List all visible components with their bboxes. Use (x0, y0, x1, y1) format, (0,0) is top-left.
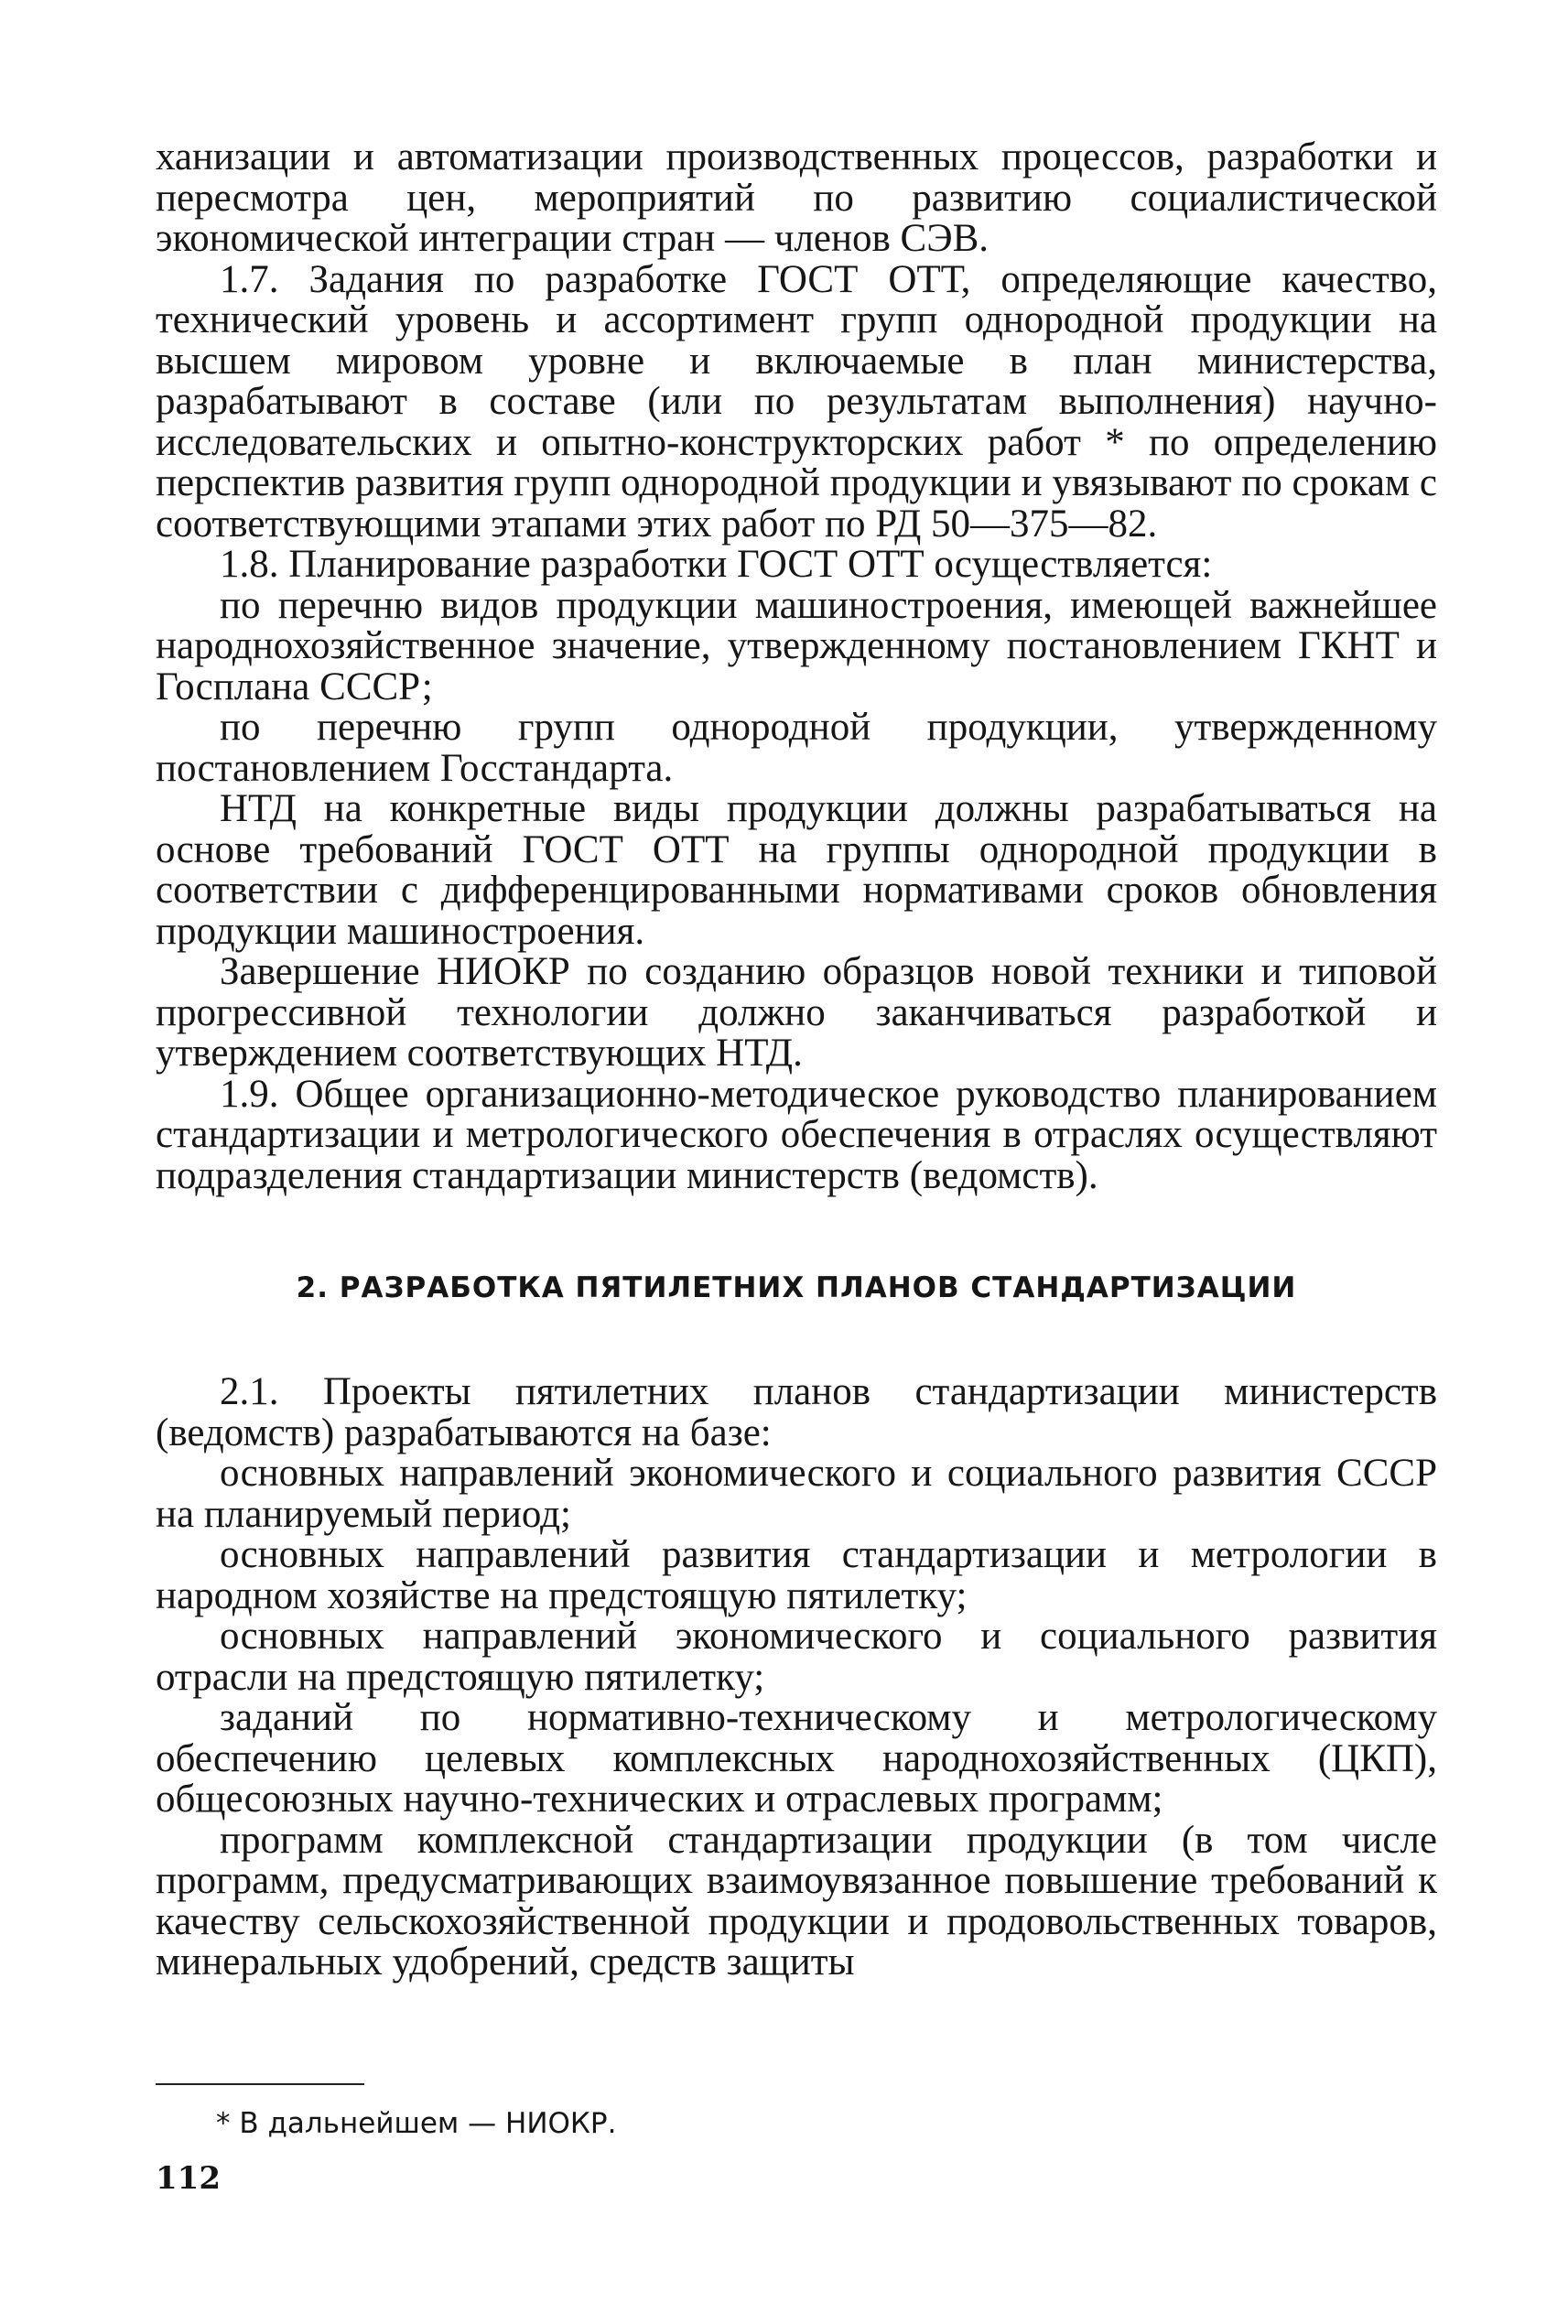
body-text (156, 137, 1437, 1984)
paragraph-2-1-list-item-4: заданий по нормативно-техническому и метрологическому обеспечению целевых комплексных народнохозяйственных (ЦКП), общесоюзных научно-технических и отраслевых программ; (156, 1696, 1437, 1821)
paragraph-1-8-list-item-1: по перечню видов продукции машиностроения, имеющей важнейшее народнохозяйственное значение, утвержденному постановлением ГКНТ и Госплана СССР; (156, 583, 1437, 708)
footnote-divider (156, 2083, 364, 2085)
paragraph-niokr-completion: Завершение НИОКР по созданию образцов новой техники и типовой прогрессивной технологии должно заканчиваться разработкой и утверждением соответствующих НТД. (156, 950, 1437, 1075)
paragraph-1-8-list-item-2: по перечню групп однородной продукции, утвержденному постановлением Госстандарта. (156, 706, 1437, 790)
paragraph-ntd: НТД на конкретные виды продукции должны разрабатываться на основе требований ГОСТ ОТТ на группы однородной продукции в соответствии с дифференцированными нормативами сроков обновления продукции машиностроения. (156, 787, 1437, 953)
paragraph-1-7: 1.7. Задания по разработке ГОСТ ОТТ, определяющие качество, технический уровень и ассортимент групп однородной продукции на высшем мировом уровне и включаемые в план министерства, разрабатывают в составе (или по результатам выполнения) научно-исследовательских и опытно-конструкторских работ * по определению перспектив развития групп однородной продукции и увязывают по срокам с соответствующими этапами этих работ по РД 50—375—82. (156, 257, 1437, 546)
paragraph-continuation: ханизации и автоматизации производственных процессов, разработки и пересмотра цен, мероприятий по развитию социалистической экономической интеграции стран — членов СЭВ. (156, 135, 1437, 260)
footnote: * В дальнейшем — НИОКР. (216, 2107, 617, 2140)
paragraph-2-1-list-item-3: основных направлений экономического и социального развития отрасли на предстоящую пятилетку; (156, 1615, 1437, 1699)
paragraph-2-1-list-item-1: основных направлений экономического и социального развития СССР на планируемый период; (156, 1452, 1437, 1536)
page-number: 112 (156, 2160, 221, 2197)
paragraph-2-1-list-item-5: программ комплексной стандартизации продукции (в том числе программ, предусматривающих взаимоувязанное повышение требований к качеству сельскохозяйственной продукции и продовольственных товаров, минеральных удобрений, средств защиты (156, 1818, 1437, 1984)
section-heading: 2. РАЗРАБОТКА ПЯТИЛЕТНИХ ПЛАНОВ СТАНДАРТИЗАЦИИ (296, 1271, 1297, 1304)
paragraph-1-8: 1.8. Планирование разработки ГОСТ ОТТ осуществляется: (220, 543, 1213, 586)
paragraph-1-9: 1.9. Общее организационно-методическое руководство планированием стандартизации и метрологического обеспечения в отраслях осуществляют подразделения стандартизации министерств (ведомств). (156, 1072, 1437, 1197)
paragraph-2-1: 2.1. Проекты пятилетних планов стандартизации министерств (ведомств) разрабатываются на базе: (156, 1370, 1437, 1454)
paragraph-2-1-list-item-2: основных направлений развития стандартизации и метрологии в народном хозяйстве на предстоящую пятилетку; (156, 1533, 1437, 1617)
